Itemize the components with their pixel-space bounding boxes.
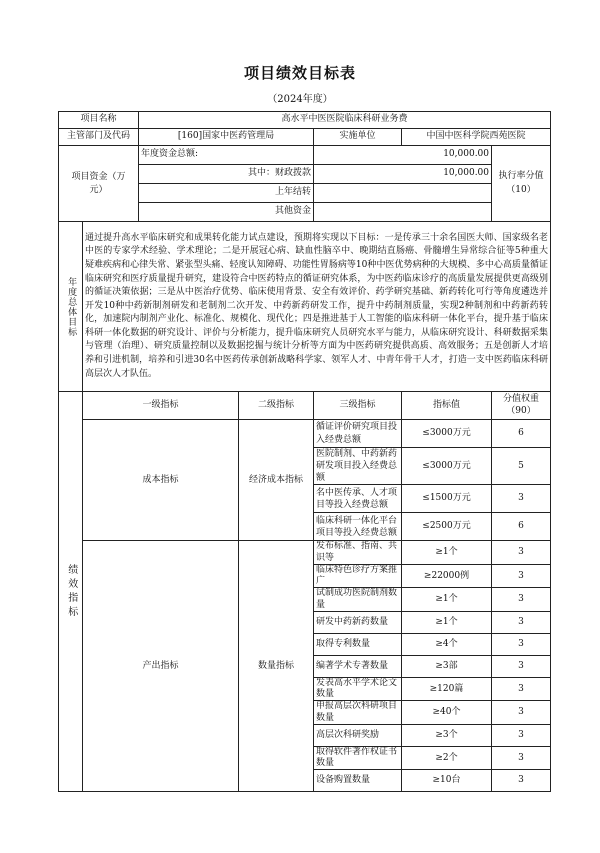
- indicator-value: ≥120篇: [402, 677, 492, 701]
- header-level3: 三级指标: [314, 392, 402, 420]
- project-name-value: 高水平中医医院临床科研业务费: [139, 112, 551, 129]
- funds-carryover-value: [314, 184, 492, 203]
- indicator-name: 发表高水平学术论文数量: [314, 677, 402, 701]
- dept-label: 主管部门及代码: [59, 129, 139, 146]
- funds-label: 项目资金（万元）: [59, 146, 139, 222]
- annual-goal-label: 年度总体目标: [59, 222, 83, 392]
- header-value: 指标值: [402, 392, 492, 420]
- indicator-value: ≥1个: [402, 611, 492, 633]
- indicator-name: 发布标准、指南、共识等: [314, 541, 402, 565]
- indicator-name: 名中医传承、人才项目等投入经费总额: [314, 485, 402, 513]
- funds-other-label: 其他资金: [139, 203, 314, 222]
- indicator-weight: 6: [492, 513, 551, 541]
- indicators-side-label: 绩效指标: [59, 392, 83, 792]
- funds-carryover-label: 上年结转: [139, 184, 314, 203]
- indicator-name: 编著学术专著数量: [314, 655, 402, 677]
- funds-fiscal-label: 其中：财政拨款: [139, 165, 314, 184]
- indicator-weight: 3: [492, 485, 551, 513]
- indicator-weight: 3: [492, 724, 551, 746]
- indicator-weight: 3: [492, 541, 551, 565]
- funds-total-label: 年度资金总额:: [139, 146, 314, 165]
- indicator-name: 设备购置数量: [314, 770, 402, 792]
- indicator-weight: 3: [492, 701, 551, 725]
- indicator-name: 医院制剂、中药新药研发项目投入经费总额: [314, 448, 402, 485]
- indicator-value: ≥1个: [402, 588, 492, 612]
- indicator-value: ≥3部: [402, 655, 492, 677]
- document-title: 项目绩效目标表: [243, 64, 356, 82]
- indicator-weight: 3: [492, 633, 551, 655]
- document-year: （2024年度）: [267, 94, 333, 105]
- unit-value: 中国中医科学院西苑医院: [402, 129, 551, 146]
- exec-rate-label: 执行率分值（10）: [492, 146, 551, 222]
- group-level2: 经济成本指标: [239, 420, 314, 541]
- indicator-weight: 3: [492, 746, 551, 770]
- dept-value: [160]国家中医药管理局: [139, 129, 314, 146]
- indicator-weight: 3: [492, 655, 551, 677]
- header-weight: 分值权重（90）: [492, 392, 551, 420]
- group-level1: 成本指标: [83, 420, 239, 541]
- funds-other-value: [314, 203, 492, 222]
- indicator-name: 试制成功医院制剂数量: [314, 588, 402, 612]
- indicator-weight: 5: [492, 448, 551, 485]
- indicator-value: ≤2500万元: [402, 513, 492, 541]
- performance-table: [58, 111, 551, 792]
- indicator-value: ≥4个: [402, 633, 492, 655]
- group-level1: 产出指标: [83, 541, 239, 792]
- unit-label: 实施单位: [314, 129, 402, 146]
- indicator-name: 研发中药新药数量: [314, 611, 402, 633]
- funds-total-value: 10,000.00: [314, 146, 492, 165]
- indicator-value: ≥22000例: [402, 564, 492, 588]
- indicator-value: ≥3个: [402, 724, 492, 746]
- header-level1: 一级指标: [83, 392, 239, 420]
- indicator-name: 申报高层次科研项目数量: [314, 701, 402, 725]
- header-level2: 二级指标: [239, 392, 314, 420]
- indicator-value: ≥2个: [402, 746, 492, 770]
- indicator-value: ≥10台: [402, 770, 492, 792]
- indicator-weight: 6: [492, 420, 551, 448]
- indicator-value: ≤3000万元: [402, 448, 492, 485]
- indicator-weight: 3: [492, 770, 551, 792]
- indicator-weight: 3: [492, 611, 551, 633]
- indicator-name: 高层次科研奖励: [314, 724, 402, 746]
- indicator-value: ≥40个: [402, 701, 492, 725]
- group-level2: 数量指标: [239, 541, 314, 792]
- indicator-name: 临床特色诊疗方案推广: [314, 564, 402, 588]
- indicator-value: ≥1个: [402, 541, 492, 565]
- funds-fiscal-value: 10,000.00: [314, 165, 492, 184]
- indicator-name: 取得软件著作权证书数量: [314, 746, 402, 770]
- project-name-label: 项目名称: [59, 112, 139, 129]
- indicator-weight: 3: [492, 588, 551, 612]
- indicator-value: ≤3000万元: [402, 420, 492, 448]
- indicator-name: 取得专利数量: [314, 633, 402, 655]
- indicator-weight: 3: [492, 564, 551, 588]
- annual-goal-text: 通过提升高水平临床研究和成果转化能力试点建设，预期将实现以下目标：一是传承三十余名国医大师、国家级名老中医的专家学术经验、学术理论；二是开展冠心病、缺血性脑卒中、晚期结直肠癌、骨髓增生异常综合征等5种重大疑难疾病和心律失常、紧张型头痛、轻度认知障碍、功能性胃肠病等10种中医优势病种的大规模、多中心高质量循证临床研究和医疗质量提升研究，建设符合中医药特点的循证研究体系，为中医药临床诊疗的高质量发展提供更高级别的循证决策依据；三是从中医治疗优势、临床使用背景、安全有效评价、药学研究基础、新药转化可行等角度遴选并开发10种中药新制剂研发和老制剂二次开发、中药新药研发工作，提升中药制剂质量，实现2种制剂和中药新药转化，加速院内制剂产业化、标准化、规模化、现代化；四是推进基于人工智能的临床科研一体化平台，提升基于临床科研一体化数据的研究设计、评价与分析能力，提升临床研究人员研究水平与能力，从临床研究设计、科研数据采集与管理（治理）、研究质量控制以及数据挖掘与统计分析等方面为中医药研究提供高质、高效服务；五是创新人才培养和引进机制，培养和引进30名中医药传承创新战略科学家、领军人才、中青年骨干人才，打造一支中医药临床科研高层次人才队伍。: [83, 222, 551, 392]
- indicator-name: 临床科研一体化平台项目等投入经费总额: [314, 513, 402, 541]
- indicator-weight: 3: [492, 677, 551, 701]
- indicator-value: ≤1500万元: [402, 485, 492, 513]
- indicator-name: 循证评价研究项目投入经费总额: [314, 420, 402, 448]
